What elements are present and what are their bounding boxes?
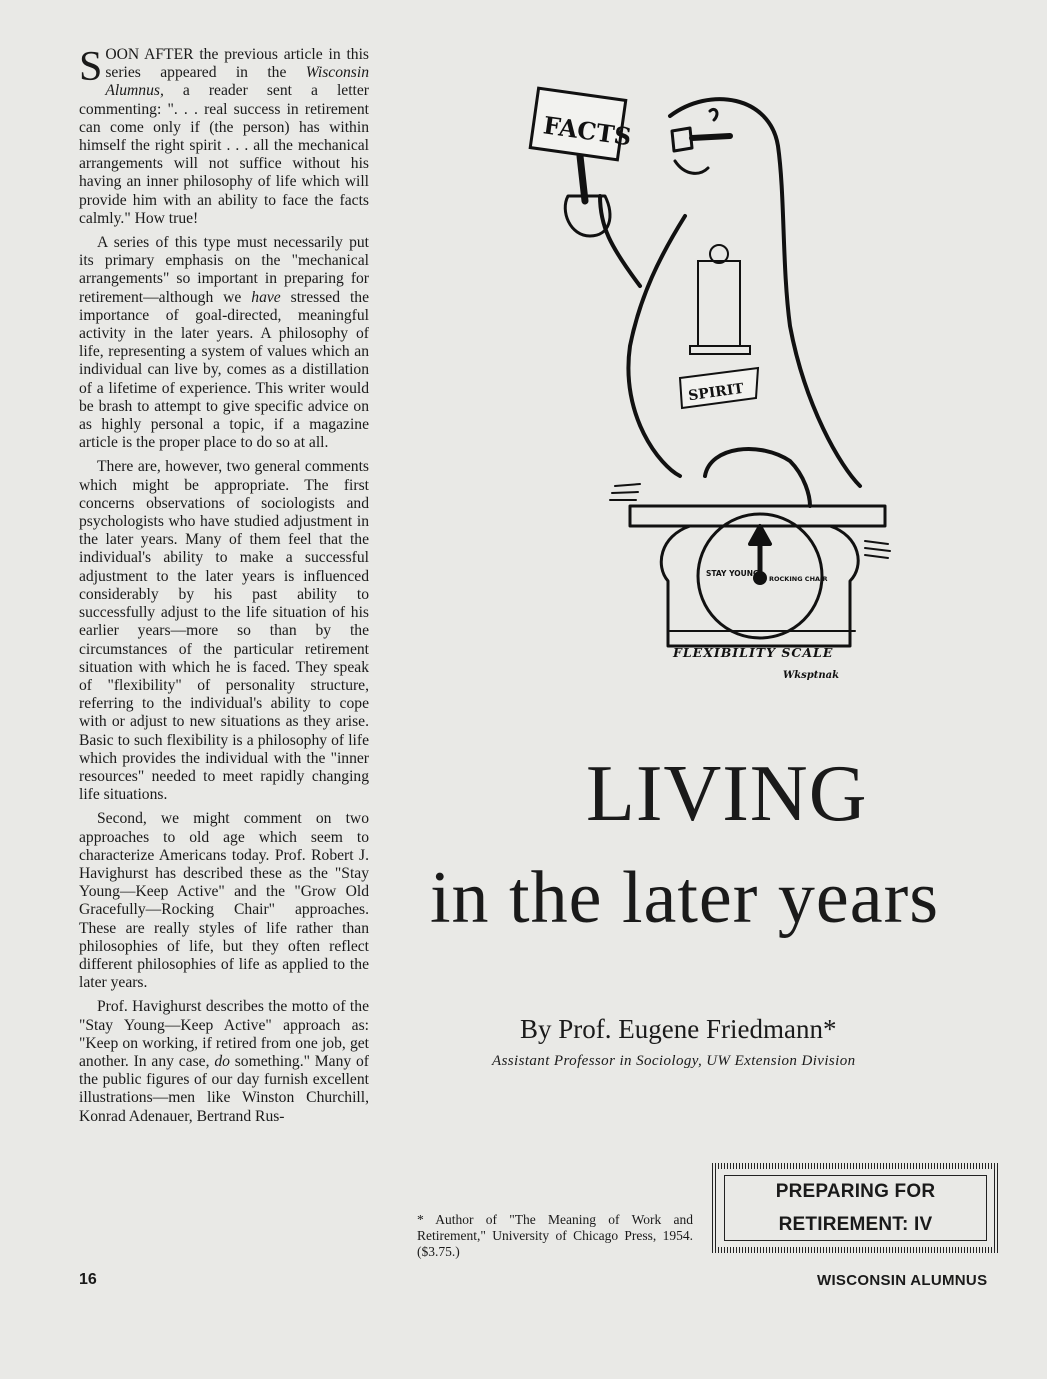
- drop-cap: S: [79, 44, 103, 90]
- series-label-box: [712, 1163, 999, 1253]
- byline: By Prof. Eugene Friedmann*: [520, 1014, 837, 1044]
- paragraph-1: SOON AFTER the previous article in this series appeared in the Wisconsin Alumnus, a reader sent a letter commenting: ". . . real success in retirement can come only if (the person) has within himself the right spirit . . . all the mechanical arrangements will not suffice without his having an inner philosophy of life which will provide him with an ability to face the facts calmly." How true!: [79, 44, 369, 227]
- paragraph-5: Prof. Havighurst describes the motto of the "Stay Young—Keep Active" approach as: "Keep on working, if retired from one job, get another. In any case, do something." Many of the public figures of our day furnish excellent illustrations—men like Winston Churchill, Konrad Adenauer, Bertrand Rus-: [79, 998, 369, 1125]
- paragraph-2: A series of this type must necessarily put its primary emphasis on the "mechanical arrangements" so important in preparing for retirement—although we have stressed the importance of goal-directed, meaningful activity in the later years. A philosophy of life, representing a system of values which an individual can live by, comes as a distillation of a lifetime of experience. This writer would be brash to attempt to give specific advice on as highly personal a topic, if a magazine article is the proper place to do so at all.: [79, 234, 369, 452]
- sign-label: FACTS: [541, 110, 634, 152]
- dial-left-label: STAY YOUNG: [706, 569, 760, 578]
- title-main: LIVING: [586, 750, 868, 838]
- series-line-2: RETIREMENT: IV: [778, 1214, 933, 1235]
- author-affiliation: Assistant Professor in Sociology, UW Extension Division: [492, 1053, 856, 1069]
- series-label-inner: [724, 1175, 987, 1241]
- page-number: 16: [79, 1271, 97, 1288]
- scale-label: FLEXIBILITY SCALE: [673, 645, 834, 660]
- article-body: [79, 46, 369, 1132]
- title-sub: in the later years: [430, 857, 940, 939]
- cartoon-drawing: [520, 86, 910, 696]
- paragraph-3: There are, however, two general comments which might be appropriate. The first concerns observations of sociologists and psychologists who have studied adjustment in the later years. Many of them feel that the individual's ability to make a successful adjustment to the later years is influenced considerably by his past ability to successfully adjust to the life situation of his earlier years—more so than by the circumstances of the particular retirement situation with which he is faced. They speak of "flexibility" of personality structure, referring to the individual's ability to cope with or adjust to new situations as they arise. Basic to such flexibility is a philosophy of life which provides the individual with the "inner resources" needed to meet rapidly changing life situations.: [79, 458, 369, 804]
- spirit-banner-label: SPIRIT: [687, 380, 745, 405]
- cartoon-illustration: [520, 86, 910, 696]
- artist-signature: Wksptnak: [783, 670, 840, 681]
- magazine-name: WISCONSIN ALUMNUS: [817, 1272, 988, 1289]
- dial-right-label: ROCKING CHAIR: [769, 575, 828, 583]
- paragraph-4: Second, we might comment on two approaches to old age which seem to characterize Americans today. Prof. Robert J. Havighurst has described these as the "Stay Young—Keep Active" and the "Grow Old Gracefully—Rocking Chair" approaches. These are really styles of life rather than philosophies of life, but they often reflect different philosophies of life as applied to the later years.: [79, 810, 369, 992]
- series-line-1: PREPARING FOR: [775, 1181, 936, 1202]
- footnote: * Author of "The Meaning of Work and Retirement," University of Chicago Press, 1954. ($3.75.): [417, 1212, 693, 1259]
